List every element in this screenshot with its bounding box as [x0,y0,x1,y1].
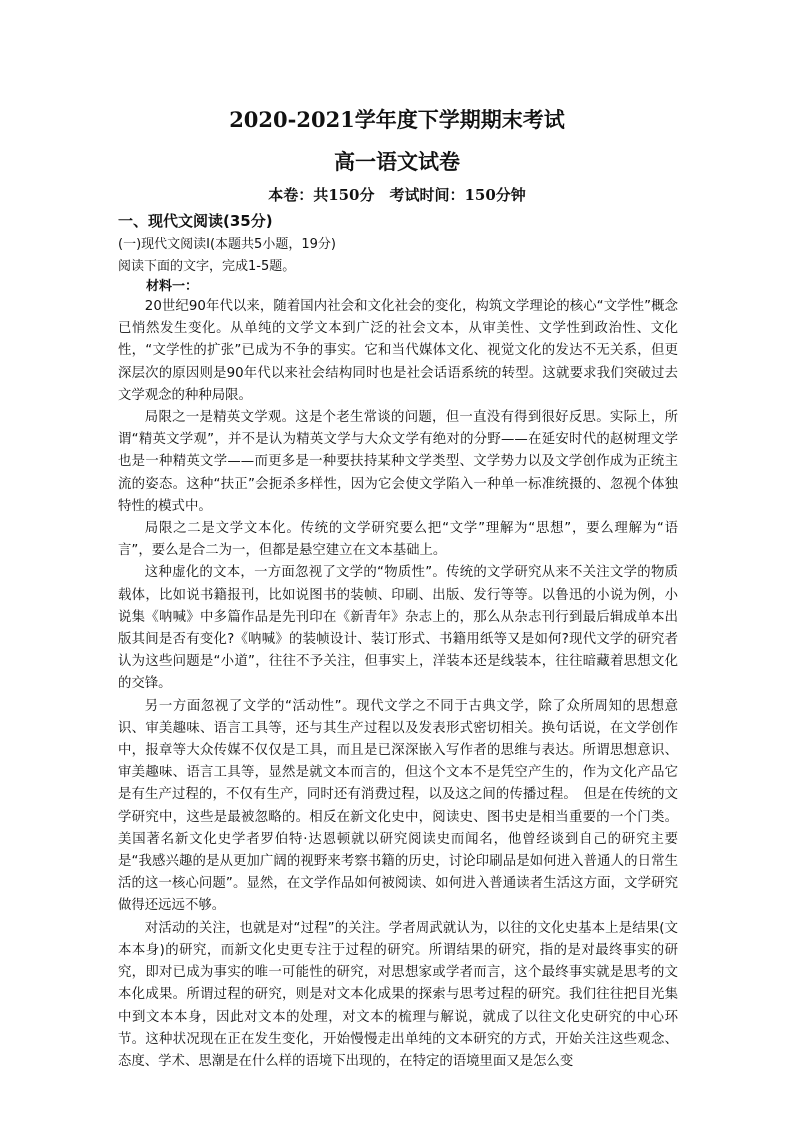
paragraph: 局限之二是文学文本化。传统的文学研究要么把“文学”理解为“思想”，要么理解为“语言”，要么是合二为一，但都是悬空建立在文本基础上。 [118,521,678,559]
paragraph: 20世纪90年代以来，随着国内社会和文化社会的变化，构筑文学理论的核心“文学性”概念已悄然发生变化。从单纯的文学文本到广泛的社会文本，从审美性、文学性到政治性、文化性，“文学性的扩张”已成为不争的事实。它和当代媒体文化、视觉文化的发达不无关系，但更深层次的原因则是90年代以来社会结构同时也是社会话语系统的转型。这就要求我们突破过去文学观念的种种局限。 [118,299,678,403]
exam-title: 2020-2021学年度下学期期末考试 [229,107,565,132]
section-heading: 一、现代文阅读(35分) [118,212,273,230]
paragraph: 这种虚化的文本，一方面忽视了文学的“物质性”。传统的文学研究从来不关注文学的物质载体，比如说书籍报刊，比如说图书的装帧、印刷、出版、发行等等。以鲁迅的小说为例，小说集《呐喊》中多篇作品是先刊印在《新青年》杂志上的，那么从杂志刊行到最后辑成单本出版其间是否有变化?《呐喊》的装帧设计、装订形式、书籍用纸等又是如何?现代文学的研究者认为这些问题是“小道”，往往不予关注，但事实上，洋装本还是线装本，往往暗藏着思想文化的交锋。 [118,565,678,692]
exam-info: 本卷：共150分 考试时间：150分钟 [268,186,526,204]
instructions: 阅读下面的文字，完成1-5题。 [118,259,296,274]
paragraph: 局限之一是精英文学观。这是个老生常谈的问题，但一直没有得到很好反思。实际上，所谓“精英文学观”，并不是认为精英文学与大众文学有绝对的分野——在延安时代的赵树理文学也是一种精英文学——而更多是一种要扶持某种文学类型、文学势力以及文学创作成为正统主流的姿态。这种“扶正”会扼杀多样性，因为它会使文学陷入一种单一标准统摄的、忽视个体独特性的模式中。 [118,410,678,514]
paragraph: 对活动的关注，也就是对“过程”的关注。学者周武就认为，以往的文化史基本上是结果(文本本身)的研究，而新文化史更专注于过程的研究。所谓结果的研究，指的是对最终事实的研究，即对已成为事实的唯一可能性的研究，对思想家或学者而言，这个最终事实就是思考的文本化成果。所谓过程的研究，则是对文本化成果的探索与思考过程的研究。我们往往把目光集中到文本本身，因此对文本的处理，对文本的梳理与解说，就成了以往文化史研究的中心环节。这种状况现在正在发生变化，开始慢慢走出单纯的文本研究的方式，开始关注这些观念、态度、学术、思潮是在什么样的语境下出现的，在特定的语境里面又是怎么变 [118,920,678,1069]
paragraph: 另一方面忽视了文学的“活动性”。现代文学之不同于古典文学，除了众所周知的思想意识、审美趣味、语言工具等，还与其生产过程以及发表形式密切相关。换句话说，在文学创作中，报章等大众传媒不仅仅是工具，而且是已深深嵌入写作者的思维与表达。所谓思想意识、审美趣味、语言工具等，显然是就文本而言的，但这个文本不是凭空产生的，作为文化产品它是有生产过程的，不仅有生产，同时还有消费过程，以及这之间的传播过程。 但是在传统的文学研究中，这些是最被忽略的。相反在新文化史中，阅读史、图书史是相当重要的一个门类。美国著名新文化史学者罗伯特·达恩顿就以研究阅读史而闻名，他曾经谈到自己的研究主要是“我感兴趣的是从更加广阔的视野来考察书籍的历史，讨论印刷品是如何进入普通人的日常生活的这一核心问题”。显然，在文学作品如何被阅读、如何进入普通读者生活这方面，文学研究做得还远远不够。 [118,698,678,914]
paper-title: 高一语文试卷 [334,149,460,174]
sub-section-heading: (一)现代文阅读Ⅰ(本题共5小题，19分) [118,237,336,252]
reading-passage [118,296,678,1073]
material-label: 材料一： [146,279,199,294]
